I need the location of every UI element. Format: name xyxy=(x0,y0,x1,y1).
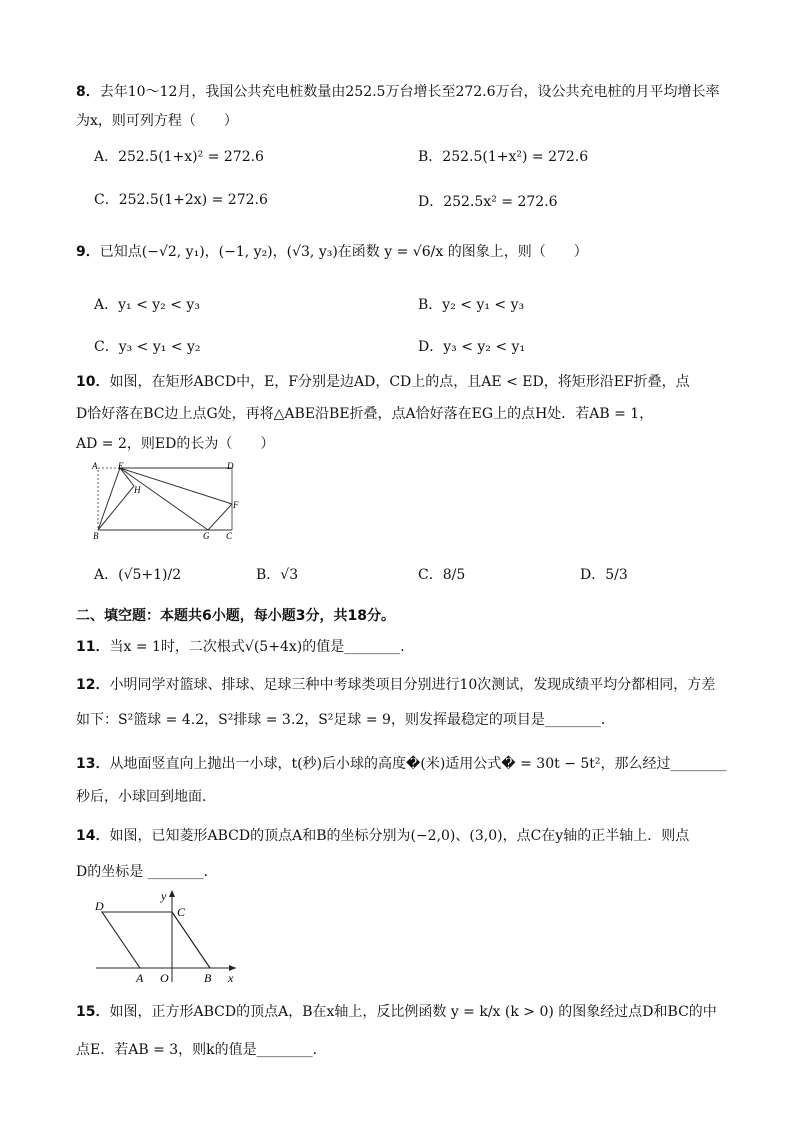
q9-text-1: 已知点(−√2, y₁)，(−1, y₂)，(√3, y₃)在函数 y = √6/x 的图象上，则（ ） xyxy=(99,244,588,260)
q11-line xyxy=(76,637,414,657)
q9-number: 9． xyxy=(76,244,100,260)
q15-line2: 点E．若AB = 3，则k的值是________． xyxy=(76,1042,327,1058)
q9-option-b: B．y₂ < y₁ < y₃ xyxy=(418,297,525,313)
fig10-label-c: C xyxy=(226,531,233,541)
q9-line1 xyxy=(76,242,588,262)
q12-line2: 如下：S²篮球 = 4.2，S²排球 = 3.2，S²足球 = 9，则发挥最稳定的项目是________． xyxy=(76,712,615,728)
q12-number: 12． xyxy=(76,677,110,693)
q12-line1 xyxy=(76,675,715,695)
fig14-label-y: y xyxy=(161,889,167,903)
q8-line1 xyxy=(76,82,720,102)
fig14-label-o: O xyxy=(160,971,169,985)
q14-line2: D的坐标是 ________． xyxy=(76,864,218,880)
q11-text: 当x = 1时，二次根式√(5+4x)的值是________． xyxy=(109,639,415,655)
fig14-label-b: B xyxy=(204,971,212,985)
q8-option-b: B．252.5(1+x²) = 272.6 xyxy=(418,149,589,165)
q9-option-c: C．y₃ < y₁ < y₂ xyxy=(94,339,201,355)
q10-number: 10． xyxy=(76,374,110,390)
q10-line3: AD = 2，则ED的长为（ ） xyxy=(76,436,275,452)
fig10-label-d: D xyxy=(227,461,234,471)
q15-text-1: 如图，正方形ABCD的顶点A，B在x轴上，反比例函数 y = k/x (k > 0) 的图象经过点D和BC的中 xyxy=(109,1004,717,1020)
q10-option-a: A．(√5+1)/2 xyxy=(94,567,182,583)
q14-number: 14． xyxy=(76,828,110,844)
q10-line1 xyxy=(76,372,690,392)
fig10-label-e: E xyxy=(118,461,124,471)
q13-line2: 秒后，小球回到地面． xyxy=(76,789,216,805)
fig10-label-a: A xyxy=(92,461,98,471)
q13-number: 13． xyxy=(76,756,110,772)
q12-text-1: 小明同学对篮球、排球、足球三种中考球类项目分别进行10次测试，发现成绩平均分都相同，方差 xyxy=(109,677,716,693)
q9-option-a: A．y₁ < y₂ < y₃ xyxy=(94,297,200,313)
q10-option-c: C．8/5 xyxy=(418,567,466,583)
q14-text-1: 如图，已知菱形ABCD的顶点A和B的坐标分别为(−2,0)、(3,0)，点C在y轴的正半轴上．则点 xyxy=(109,828,690,844)
q8-option-c: C．252.5(1+2x) = 272.6 xyxy=(94,192,268,208)
q14-figure xyxy=(90,886,250,986)
q8-text-1: 去年10～12月，我国公共充电桩数量由252.5万台增长至272.6万台，设公共充电桩的月平均增长率 xyxy=(99,84,720,100)
fig14-label-a: A xyxy=(136,971,144,985)
fig10-label-f: F xyxy=(233,500,239,510)
q10-text-1: 如图，在矩形ABCD中，E，F分别是边AD，CD上的点，且AE < ED，将矩形沿EF折叠，点 xyxy=(109,374,690,390)
q8-option-d: D．252.5x² = 272.6 xyxy=(418,194,558,210)
q15-line1 xyxy=(76,1002,717,1022)
q13-text-1: 从地面竖直向上抛出一小球，t(秒)后小球的高度�(米)适用公式� = 30t − 5t²，那么经过________ xyxy=(109,756,727,772)
section-heading: 二、填空题：本题共6小题，每小题3分，共18分。 xyxy=(76,608,395,624)
fig10-label-h: H xyxy=(134,485,141,495)
q10-option-b: B．√3 xyxy=(256,567,299,583)
fig10-label-g: G xyxy=(203,531,210,541)
q14-line1 xyxy=(76,826,689,846)
q10-option-d: D．5/3 xyxy=(580,567,628,583)
q9-option-d: D．y₃ < y₂ < y₁ xyxy=(418,339,526,355)
fig14-label-c: C xyxy=(177,905,186,919)
q8-line2: 为x，则可列方程（ ） xyxy=(76,113,238,129)
q10-line2: D恰好落在BC边上点G处，再将△ABE沿BE折叠，点A恰好落在EG上的点H处．若AB = 1， xyxy=(76,406,654,422)
q15-number: 15． xyxy=(76,1004,110,1020)
q8-option-a: A．252.5(1+x)² = 272.6 xyxy=(94,149,264,165)
q8-number: 8． xyxy=(76,84,100,100)
q10-figure xyxy=(90,460,250,542)
q13-line1 xyxy=(76,754,727,774)
fig14-label-d: D xyxy=(95,899,104,913)
fig14-label-x: x xyxy=(228,971,234,985)
fig10-label-b: B xyxy=(93,531,99,541)
q11-number: 11． xyxy=(76,639,110,655)
